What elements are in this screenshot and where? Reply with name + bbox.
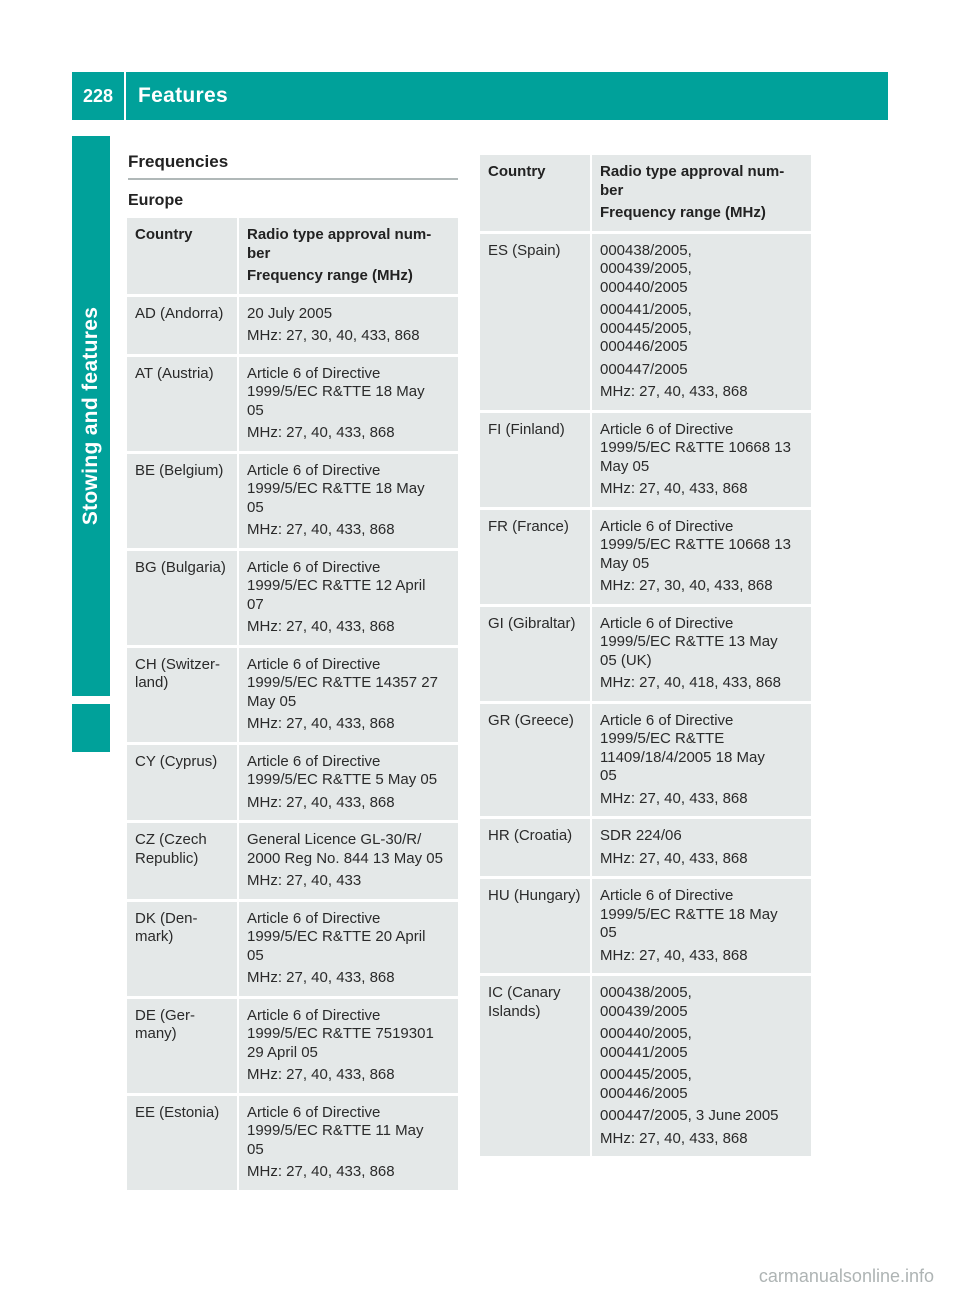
frequency-table-right <box>480 152 811 1159</box>
table-header-row <box>127 218 458 294</box>
frequency-value: MHz: 27, 40, 433, 868 <box>600 1129 748 1147</box>
table-row <box>480 704 811 817</box>
approval-cell: 000438/2005, 000439/2005 000440/2005, 000441/2005 000445/2005, 000446/2005 000447/2005, 3 June 2005 MHz: 27, 40, 433, 868 <box>592 976 811 1156</box>
table-row <box>127 297 458 354</box>
table-row <box>480 819 811 876</box>
table-row <box>480 234 811 410</box>
country-cell: DE (Ger- many) <box>127 999 239 1093</box>
approval-cell: 000438/2005, 000439/2005, 000440/2005 000441/2005, 000445/2005, 000446/2005 000447/2005 MHz: 27, 40, 433, 868 <box>592 234 811 410</box>
approval-cell: Article 6 of Directive 1999/5/EC R&TTE 18 May 05 MHz: 27, 40, 433, 868 <box>239 357 458 451</box>
frequency-table-left <box>127 215 458 1193</box>
frequency-value: MHz: 27, 40, 433, 868 <box>600 849 748 867</box>
table-row <box>480 510 811 604</box>
table-row <box>480 879 811 973</box>
approval-cell: Article 6 of Directive 1999/5/EC R&TTE 5 May 05 MHz: 27, 40, 433, 868 <box>239 745 458 821</box>
frequency-value: MHz: 27, 40, 433 <box>247 872 362 889</box>
table-row <box>127 648 458 742</box>
frequency-value: MHz: 27, 40, 433, 868 <box>600 789 748 807</box>
approval-cell: 20 July 2005 MHz: 27, 30, 40, 433, 868 <box>239 297 458 354</box>
table-row <box>127 454 458 548</box>
table-row <box>480 607 811 701</box>
frequency-value: MHz: 27, 40, 433, 868 <box>247 424 395 441</box>
country-cell: FR (France) <box>480 510 592 604</box>
country-cell: BG (Bulgaria) <box>127 551 239 645</box>
section-title: Frequencies <box>128 152 458 180</box>
country-cell: FI (Finland) <box>480 413 592 507</box>
frequency-value: MHz: 27, 40, 433, 868 <box>600 480 748 497</box>
frequency-value: MHz: 27, 40, 433, 868 <box>600 946 748 964</box>
side-chapter-tab <box>72 136 110 696</box>
approval-cell: Article 6 of Directive 1999/5/EC R&TTE 18 May 05 MHz: 27, 40, 433, 868 <box>592 879 811 973</box>
approval-cell: Article 6 of Directive 1999/5/EC R&TTE 13 May 05 (UK) MHz: 27, 40, 418, 433, 868 <box>592 607 811 701</box>
approval-cell: Article 6 of Directive 1999/5/EC R&TTE 14357 27 May 05 MHz: 27, 40, 433, 868 <box>239 648 458 742</box>
page-header <box>72 72 888 120</box>
table-row <box>127 357 458 451</box>
country-cell: GI (Gibraltar) <box>480 607 592 701</box>
approval-cell: Article 6 of Directive 1999/5/EC R&TTE 20 April 05 MHz: 27, 40, 433, 868 <box>239 902 458 996</box>
table-row <box>480 413 811 507</box>
side-tab-label: Stowing and features <box>79 306 103 526</box>
table-row <box>127 902 458 996</box>
frequency-value: MHz: 27, 40, 418, 433, 868 <box>600 674 781 691</box>
country-cell: CH (Switzer- land) <box>127 648 239 742</box>
approval-header: Radio type approval num- ber Frequency range (MHz) <box>239 218 458 294</box>
country-cell: EE (Estonia) <box>127 1096 239 1190</box>
frequency-value: MHz: 27, 40, 433, 868 <box>247 715 395 732</box>
table-header-row <box>480 155 811 231</box>
table-row <box>480 976 811 1156</box>
page-number: 228 <box>72 72 126 120</box>
side-tab-marker <box>72 704 110 752</box>
country-cell: GR (Greece) <box>480 704 592 817</box>
country-cell: IC (Canary Islands) <box>480 976 592 1156</box>
approval-cell: Article 6 of Directive 1999/5/EC R&TTE 11409/18/4/2005 18 May 05 MHz: 27, 40, 433, 868 <box>592 704 811 817</box>
country-cell: CZ (Czech Republic) <box>127 823 239 899</box>
frequency-value: MHz: 27, 30, 40, 433, 868 <box>600 577 773 594</box>
section-subtitle: Europe <box>128 192 184 209</box>
frequency-value: MHz: 27, 40, 433, 868 <box>600 383 748 400</box>
frequency-value: MHz: 27, 40, 433, 868 <box>247 521 395 538</box>
country-cell: BE (Belgium) <box>127 454 239 548</box>
country-cell: HU (Hungary) <box>480 879 592 973</box>
table-row <box>127 551 458 645</box>
footer-watermark: carmanualsonline.info <box>758 1266 934 1286</box>
country-cell: AD (Andorra) <box>127 297 239 354</box>
approval-cell: Article 6 of Directive 1999/5/EC R&TTE 10668 13 May 05 MHz: 27, 40, 433, 868 <box>592 413 811 507</box>
approval-cell: Article 6 of Directive 1999/5/EC R&TTE 12 April 07 MHz: 27, 40, 433, 868 <box>239 551 458 645</box>
frequency-value: MHz: 27, 30, 40, 433, 868 <box>247 327 420 344</box>
approval-cell: Article 6 of Directive 1999/5/EC R&TTE 7519301 29 April 05 MHz: 27, 40, 433, 868 <box>239 999 458 1093</box>
approval-cell: Article 6 of Directive 1999/5/EC R&TTE 18 May 05 MHz: 27, 40, 433, 868 <box>239 454 458 548</box>
table-row <box>127 1096 458 1190</box>
country-cell: HR (Croatia) <box>480 819 592 876</box>
frequency-value: MHz: 27, 40, 433, 868 <box>247 793 395 811</box>
approval-cell: General Licence GL-30/R/ 2000 Reg No. 844 13 May 05 MHz: 27, 40, 433 <box>239 823 458 899</box>
country-cell: CY (Cyprus) <box>127 745 239 821</box>
country-cell: ES (Spain) <box>480 234 592 410</box>
country-cell: DK (Den- mark) <box>127 902 239 996</box>
frequency-value: MHz: 27, 40, 433, 868 <box>247 1066 395 1083</box>
approval-cell: Article 6 of Directive 1999/5/EC R&TTE 10668 13 May 05 MHz: 27, 30, 40, 433, 868 <box>592 510 811 604</box>
approval-cell: SDR 224/06 MHz: 27, 40, 433, 868 <box>592 819 811 876</box>
country-header: Country <box>127 218 239 294</box>
frequency-value: MHz: 27, 40, 433, 868 <box>247 618 395 635</box>
country-header: Country <box>480 155 592 231</box>
table-row <box>127 745 458 821</box>
table-row <box>127 999 458 1093</box>
country-cell: AT (Austria) <box>127 357 239 451</box>
table-row <box>127 823 458 899</box>
approval-cell: Article 6 of Directive 1999/5/EC R&TTE 11 May 05 MHz: 27, 40, 433, 868 <box>239 1096 458 1190</box>
approval-header: Radio type approval num- ber Frequency range (MHz) <box>592 155 811 231</box>
frequency-value: MHz: 27, 40, 433, 868 <box>247 969 395 986</box>
header-title: Features <box>138 84 228 107</box>
frequency-value: MHz: 27, 40, 433, 868 <box>247 1163 395 1180</box>
